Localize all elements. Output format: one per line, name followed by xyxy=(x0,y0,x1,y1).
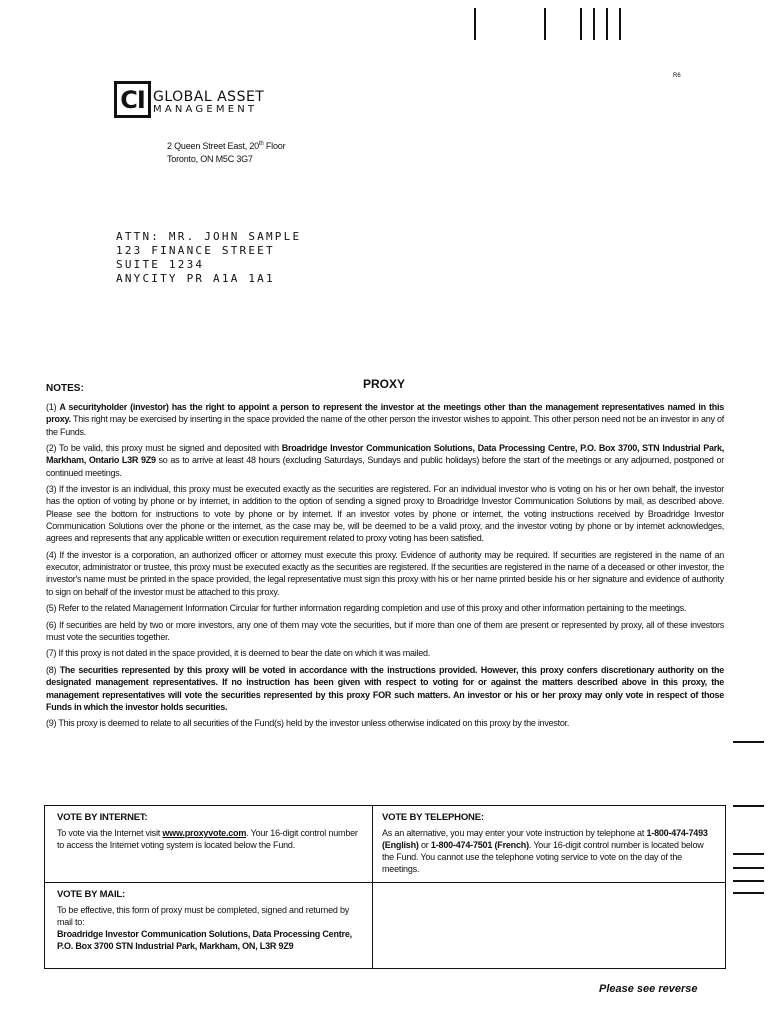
box-divider-vertical xyxy=(372,806,373,968)
vote-internet-text: To vote via the Internet visit www.proxyvote.com. Your 16-digit control number to access the Internet voting system is located below the Fund. xyxy=(57,828,358,850)
page-code: R6 xyxy=(673,73,681,79)
please-see-reverse: Please see reverse xyxy=(599,983,698,995)
scan-mark xyxy=(733,805,764,807)
recipient-line: ANYCITY PR A1A 1A1 xyxy=(116,272,275,285)
note-item: (8) The securities represented by this proxy will be voted in accordance with the instructions provided. However, this proxy confers discretionary authority on the designated management representatives. If no instruction has been given with respect to voting for or against the matters described above in this proxy, the management representatives will vote the securities represented by this proxy FOR such matters. An investor or his or her proxy may only vote in respect of those Funds in which the investor holds securities. xyxy=(46,664,725,712)
vote-internet-heading: VOTE BY INTERNET: xyxy=(57,812,148,823)
note-item: (2) To be valid, this proxy must be signed and deposited with Broadridge Investor Communication Solutions, Data Processing Centre, P.O. Box 3700, STN Industrial Park, Markham, Ontario L3R 9Z9 so as to arrive at least 48 hours (excluding Saturdays, Sundays and public holidays) before the start of the meetings or any adjourned, postponed or continued meetings. xyxy=(46,443,724,478)
sender-address: 2 Queen Street East, 20th Floor Toronto, ON M5C 3G7 xyxy=(167,141,286,164)
ci-logo xyxy=(114,81,151,118)
logo-text: CI xyxy=(120,85,145,114)
scan-mark xyxy=(733,853,764,855)
scan-mark xyxy=(733,892,764,894)
vote-mail-address: Broadridge Investor Communication Solutions, Data Processing Centre, P.O. Box 3700 STN Industrial Park, Markham, ON, L3R 9Z9 xyxy=(57,929,352,951)
phone-english: 1-800-474-7493 (English) xyxy=(382,828,708,850)
notes-list xyxy=(46,401,724,734)
note-item: (7) If this proxy is not dated in the space provided, it is deemed to bear the date on which it was mailed. xyxy=(46,648,430,659)
recipient-line: ATTN: MR. JOHN SAMPLE xyxy=(116,230,302,243)
barcode-mark xyxy=(580,8,582,40)
recipient-address xyxy=(116,230,301,286)
vote-by-internet xyxy=(57,812,365,851)
notes-label: NOTES: xyxy=(46,383,84,394)
note-item: (9) This proxy is deemed to relate to all securities of the Fund(s) held by the investor unless otherwise indicated on this proxy by the investor. xyxy=(46,718,570,729)
note-item: (4) If the investor is a corporation, an authorized officer or attorney must execute this proxy. Evidence of authority may be required. If securities are registered in the name of an executor, administrator or trustee, this proxy must be executed exactly as the securities are registered. If the securities are registered in the name of a deceased or other investor, the investor's name must be printed in the space provided, the legal representative must sign this proxy with his or her name printed beside his or her signature and evidence of authority to sign on behalf of the investor must be attached to this proxy. xyxy=(46,549,724,597)
scan-mark xyxy=(733,867,764,869)
phone-french: 1-800-474-7501 (French) xyxy=(430,840,529,850)
proxyvote-link[interactable]: www.proxyvote.com xyxy=(162,828,247,838)
barcode-mark xyxy=(593,8,595,40)
recipient-line: SUITE 1234 xyxy=(116,258,205,271)
vote-by-telephone xyxy=(382,812,714,875)
voting-instructions-box xyxy=(44,805,726,969)
vote-telephone-text: As an alternative, you may enter your vote instruction by telephone at 1-800-474-7493 (English) or 1-800-474-7501 (French). Your 16-digit control number is located below the Fund. You cannot use the telephone voting service to vote on the day of the meetings. xyxy=(382,828,708,874)
note-item: (1) A securityholder (investor) has the right to appoint a person to represent the investor at the meetings other than the management representatives named in this proxy. This right may be exercised by inserting in the space provided the name of the other person the investor wishes to appoint. This other person need not be an investor in any of the Funds. xyxy=(46,402,725,437)
note-item: (6) If securities are held by two or more investors, any one of them may vote the securities, but if more than one of them are present or represented by proxy, all of these investors must vote the securities together. xyxy=(46,619,724,642)
box-divider-horizontal xyxy=(45,882,725,883)
page-title: PROXY xyxy=(363,377,406,391)
vote-by-mail xyxy=(57,889,365,952)
scan-mark xyxy=(733,880,764,882)
barcode-mark xyxy=(474,8,476,40)
barcode-mark xyxy=(544,8,546,40)
recipient-line: 123 FINANCE STREET xyxy=(116,244,275,257)
brand-line2: MANAGEMENT xyxy=(153,104,258,115)
barcode-mark xyxy=(606,8,608,40)
note-item: (5) Refer to the related Management Information Circular for further information regarding completion and use of this proxy and other information pertaining to the meetings. xyxy=(46,603,687,614)
vote-mail-text: To be effective, this form of proxy must be completed, signed and returned by mail to: xyxy=(57,905,350,927)
vote-mail-heading: VOTE BY MAIL: xyxy=(57,889,125,900)
note-item: (3) If the investor is an individual, this proxy must be executed exactly as the securities are registered. For an individual investor who is voting on his or her own behalf, the investor has the option of voting by phone or by internet, in addition to the option of sending a signed proxy to Broadridge Investor Communication Solutions by mail, as described above. Please see the bottom for instructions to vote by phone or by internet. If an investor votes by phone or internet, the voting instructions received by Broadridge Investor Communication Solutions over the phone or the internet, as the case may be, will be deemed to be a valid proxy, and the investor voting by phone or by internet acknowledges, agrees and represents that any applicable written or execution requirement related to proxy voting has been satisfied. xyxy=(46,484,724,544)
vote-telephone-heading: VOTE BY TELEPHONE: xyxy=(382,812,484,823)
barcode-mark xyxy=(619,8,621,40)
brand-line1: GLOBAL ASSET xyxy=(153,89,265,105)
scan-mark xyxy=(733,741,764,743)
